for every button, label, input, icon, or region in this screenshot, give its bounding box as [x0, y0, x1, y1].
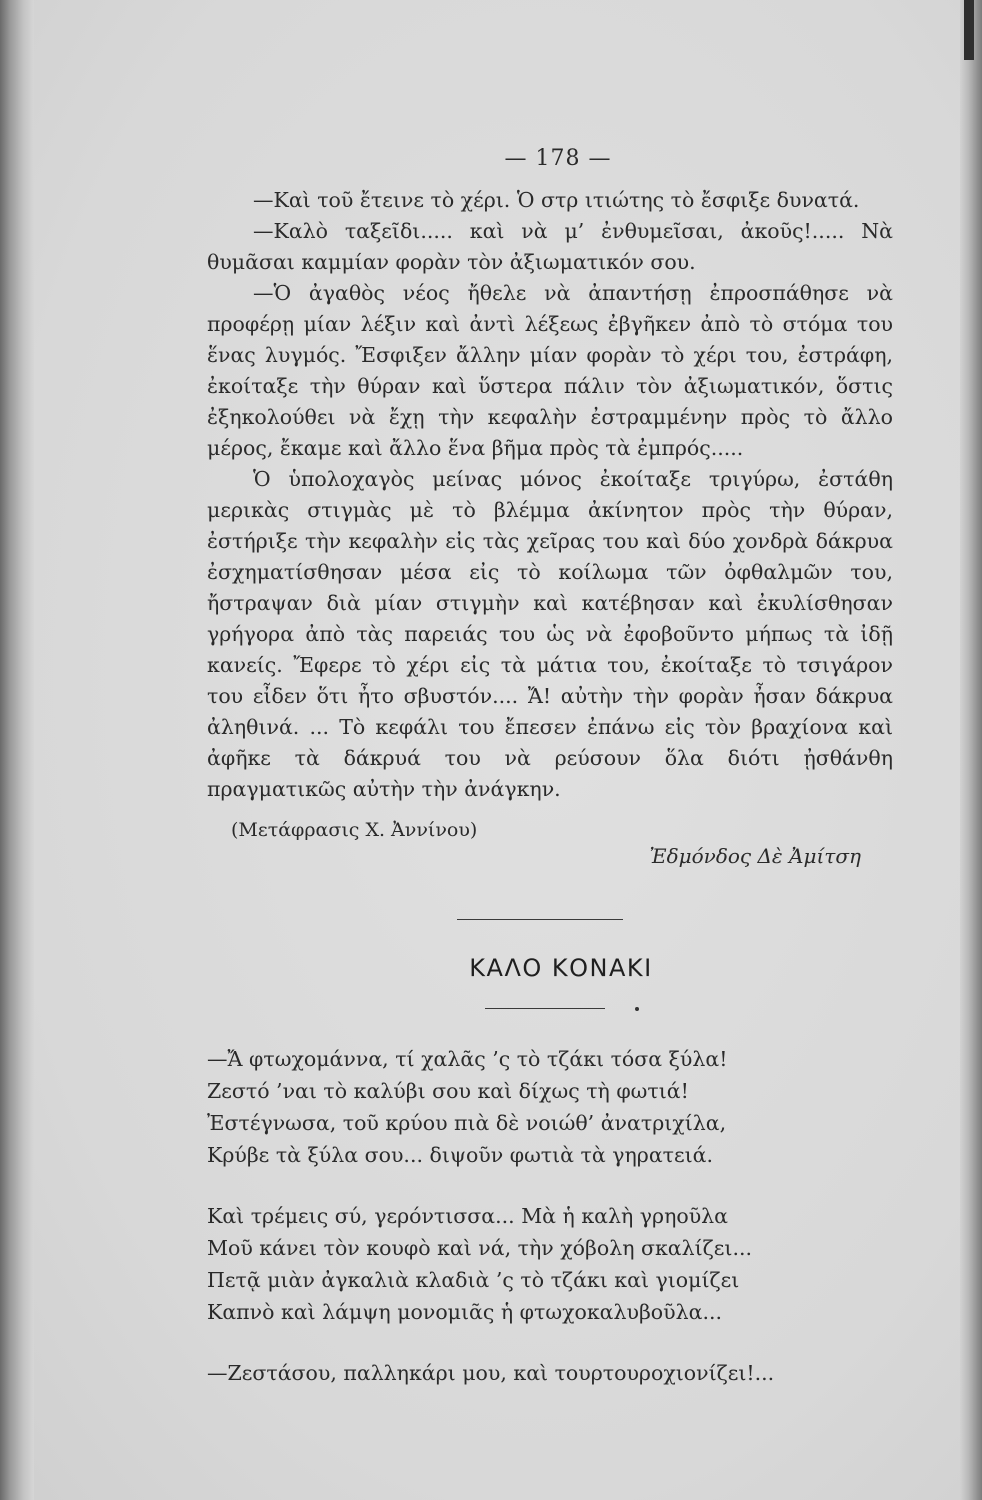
poem-stanza-2	[207, 1200, 893, 1328]
poem-line: Πετᾷ μιὰν ἀγκαλιὰ κλαδιὰ ’ς τὸ τζάκι καὶ γιομίζει	[207, 1268, 740, 1292]
poem-line: Μοῦ κάνει τὸν κουφὸ καὶ νά, τὴν χόβολη σκαλίζει...	[207, 1236, 752, 1260]
page-content	[207, 146, 893, 1418]
poem-line: Ἐστέγνωσα, τοῦ κρύου πιὰ δὲ νοιώθ’ ἀνατριχίλα,	[207, 1111, 727, 1135]
poem-title: ΚΑΛΟ ΚΟΝΑΚΙ	[469, 954, 653, 982]
translator-note: (Μετάφρασις Χ. Ἀννίνου)	[231, 819, 478, 841]
prose-section	[207, 185, 893, 805]
prose-paragraph-3: —Ὁ ἀγαθὸς νέος ἤθελε νὰ ἀπαντήσῃ ἐπροσπάθησε νὰ προφέρῃ μίαν λέξιν καὶ ἀντὶ λέξεως ἐβγῆκεν ἀπὸ τὸ στόμα του ἕνας λυγμός. Ἔσφιξεν ἄλλην μίαν φορὰν τὸ χέρι του, ἐστράφη, ἐκοίταξε τὴν θύραν καὶ ὕστερα πάλιν τὸν ἀξιωματικόν, ὅστις ἐξηκολούθει νὰ ἔχῃ τὴν κεφαλὴν ἐστραμμένην πρὸς τὸ ἄλλο μέρος, ἔκαμε καὶ ἄλλο ἕνα βῆμα πρὸς τὰ ἐμπρός.....	[207, 281, 893, 460]
page-corner-dark	[964, 0, 974, 60]
author-signature: Ἐδμόνδος Δὲ Ἀμίτση	[649, 844, 861, 868]
poem-line: Κρύβε τὰ ξύλα σου... διψοῦν φωτιὰ τὰ γηρατειά.	[207, 1143, 714, 1167]
prose-paragraph-1: —Καὶ τοῦ ἔτεινε τὸ χέρι. Ὁ στρ ιτιώτης τὸ ἔσφιξε δυνατά.	[253, 188, 860, 212]
page-number: — 178 —	[504, 146, 612, 171]
poem-line: Καπνὸ καὶ λάμψη μονομιᾶς ἡ φτωχοκαλυβοῦλα...	[207, 1300, 722, 1324]
poem-stanza-3	[207, 1357, 893, 1389]
divider-dot	[635, 1007, 639, 1011]
title-underline-wrap	[207, 1008, 893, 1009]
page-right-shadow	[960, 0, 982, 1500]
poem-line: —Ζεστάσου, παλληκάρι μου, καὶ τουρτουροχιονίζει!...	[207, 1361, 775, 1385]
prose-paragraph-4: Ὁ ὑπολοχαγὸς μείνας μόνος ἐκοίταξε τριγύρω, ἐστάθη μερικὰς στιγμὰς μὲ τὸ βλέμμα ἀκίνητον πρὸς τὴν θύραν, ἐστήριξε τὴν κεφαλὴν εἰς τὰς χεῖρας του καὶ δύο χονδρὰ δάκρυα ἐσχηματίσθησαν μέσα εἰς τὸ κοίλωμα τῶν ὀφθαλμῶν του, ἤστραψαν διὰ μίαν στιγμὴν καὶ κατέβησαν καὶ ἐκυλίσθησαν γρήγορα ἀπὸ τὰς παρειάς του ὡς νὰ ἐφοβοῦντο μήπως τὰ ἰδῇ κανείς. Ἔφερε τὸ χέρι εἰς τὰ μάτια του, ἐκοίταξε τὸ τσιγάρον του εἶδεν ὅτι ἦτο σβυστόν.... Ἄ! αὐτὴν τὴν φορὰν ἦσαν δάκρυα ἀληθινά. ... Τὸ κεφάλι του ἔπεσεν ἐπάνω εἰς τὸν βραχίονα καὶ ἀφῆκε τὰ δάκρυά του νὰ ρεύσουν ὅλα διότι ᾐσθάνθη πραγματικῶς αὐτὴν τὴν ἀνάγκην.	[207, 467, 893, 801]
poem-stanza-1	[207, 1043, 893, 1171]
poem-body	[207, 1043, 893, 1389]
poem-line: —Ἄ φτωχομάννα, τί χαλᾶς ’ς τὸ τζάκι τόσα ξύλα!	[207, 1047, 728, 1071]
section-divider	[457, 919, 623, 920]
poem-line: Ζεστό ’ναι τὸ καλύβι σου καὶ δίχως τὴ φωτιά!	[207, 1079, 689, 1103]
page-left-shadow	[0, 0, 34, 1500]
prose-paragraph-2: —Καλὸ ταξεῖδι..... καὶ νὰ μ’ ἐνθυμεῖσαι, ἀκοῦς!..... Νὰ θυμᾶσαι καμμίαν φορὰν τὸν ἀξιωματικόν σου.	[207, 219, 893, 274]
title-underline	[485, 1008, 605, 1009]
poem-line: Καὶ τρέμεις σύ, γερόντισσα... Μὰ ἡ καλὴ γρηοῦλα	[207, 1204, 729, 1228]
